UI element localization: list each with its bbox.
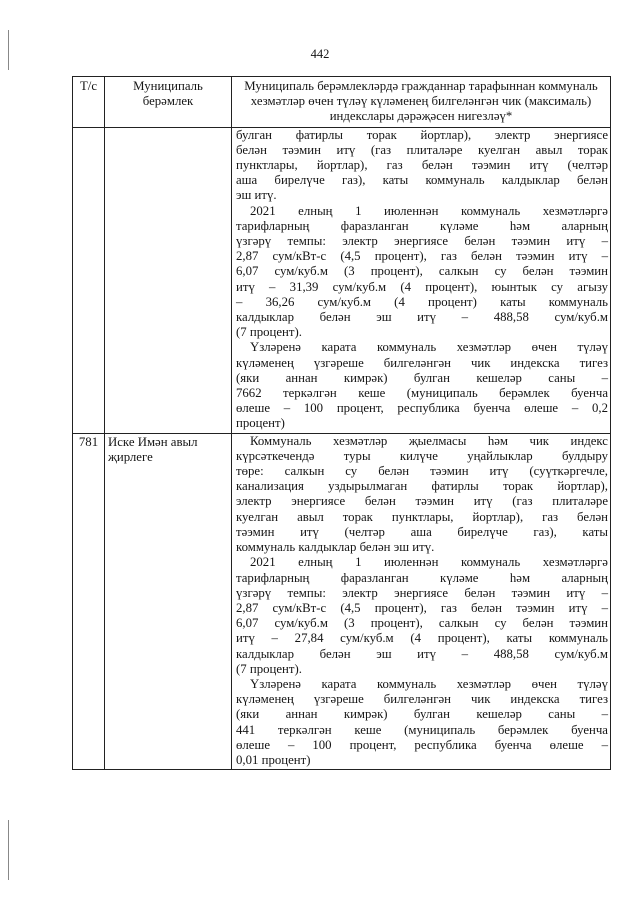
table-row <box>73 433 611 769</box>
description-line: Үзләренә карата коммуналь хезмәтләр өчен түләү <box>250 676 608 691</box>
scan-mark <box>8 30 9 70</box>
description-line: 2,87 сум/кВт-с (4,5 процент), газ белән тәэмин итү – <box>236 249 608 264</box>
description-line: процент) <box>236 416 285 431</box>
description-line: пунктлары, йортлар), газ белән тәэмин итү (челтәр <box>236 158 608 173</box>
description-line: тарифларның фаразланган күләме һәм аларның <box>236 570 608 585</box>
scan-mark <box>8 820 9 880</box>
description-line: 441 теркәлгән кеше (муниципаль берәмлек буенча <box>236 722 608 737</box>
description-line: (яки аннан кимрәк) булган кешеләр саны – <box>236 370 608 385</box>
description-line: (7 процент). <box>236 325 302 340</box>
description-line: күләменең үзгәреше билгеләнгән чик индекска тигез <box>236 355 608 370</box>
row-number: 781 <box>73 433 105 769</box>
description-line: өлеше – 100 процент, республика буенча өлеше – <box>236 737 608 752</box>
description-line: калдыклар белән эш итү – 488,58 сум/куб.м <box>236 310 608 325</box>
description-line: (яки аннан кимрәк) булган кешеләр саны – <box>236 707 608 722</box>
table-header-row <box>73 77 611 128</box>
description-line: Үзләренә карата коммуналь хезмәтләр өчен түләү <box>250 340 608 355</box>
header-municipality: Муниципаль берәмлек <box>105 77 232 128</box>
description-line: күрсәткечендә туры килүче уңайлыклар булдыру <box>236 448 608 463</box>
description-line: үзгәрү темпы: электр энергиясе белән тәэмин итү – <box>236 585 608 600</box>
description-line: үзгәрү темпы: электр энергиясе белән тәэмин итү – <box>236 234 608 249</box>
description-line: 6,07 сум/куб.м (3 процент), салкын су белән тәэмин <box>236 616 608 631</box>
description-line: белән тәэмин итү (газ плиталәре куелган авыл торак <box>236 142 608 157</box>
description-line: 2,87 сум/кВт-с (4,5 процент), газ белән тәэмин итү – <box>236 600 608 615</box>
description-line: төре: салкын су белән тәэмин итү (суүткәргечле, <box>236 464 608 479</box>
description-line: электр энергиясе белән тәэмин итү (газ плиталәре <box>236 494 608 509</box>
description-line: өлеше – 100 процент, республика буенча өлеше – 0,2 <box>236 401 608 416</box>
description-line: куелган авыл торак пунктлары, йортлар), газ белән <box>236 509 608 524</box>
header-num: Т/с <box>73 77 105 128</box>
tariff-table <box>72 76 611 770</box>
description-line: итү – 31,39 сум/куб.м (4 процент), юынтык су агызу <box>236 279 608 294</box>
row-description <box>232 433 611 769</box>
description-line: күләменең үзгәреше билгеләнгән чик индекска тигез <box>236 692 608 707</box>
description-line: канализация уздырылмаган фатирлы торак йортлар), <box>236 479 608 494</box>
row-description <box>232 127 611 433</box>
description-line: коммуналь калдыклар белән эш итү. <box>236 540 435 555</box>
row-number <box>73 127 105 433</box>
header-description: Муниципаль берәмлекләрдә гражданнар тарафыннан коммуналь хезмәтләр өчен түләү күләменең билгеләнгән чик (максималь) индекслары дәрәҗәсен нигезләү* <box>232 77 611 128</box>
description-line: калдыклар белән эш итү – 488,58 сум/куб.м <box>236 646 608 661</box>
row-municipality: Иске Имән авыл җирлеге <box>105 433 232 769</box>
description-line: (7 процент). <box>236 661 302 676</box>
description-line: – 36,26 сум/куб.м (4 процент) каты коммуналь <box>236 294 608 309</box>
description-line: 2021 елның 1 июленнән коммуналь хезмәтләргә <box>250 203 608 218</box>
row-municipality <box>105 127 232 433</box>
description-line: 2021 елның 1 июленнән коммуналь хезмәтләргә <box>250 555 608 570</box>
description-line: аша бирелүче газ), каты коммуналь калдыклар белән <box>236 173 608 188</box>
description-line: итү – 27,84 сум/куб.м (4 процент), каты коммуналь <box>236 631 608 646</box>
description-line: тарифларның фаразланган күләме һәм аларның <box>236 218 608 233</box>
page-number: 442 <box>310 47 330 61</box>
table-row <box>73 127 611 433</box>
description-line: тәэмин итү (челтәр аша бирелүче газ), каты <box>236 524 608 539</box>
description-line: 0,01 процент) <box>236 752 311 767</box>
description-line: булган фатирлы торак йортлар), электр энергиясе <box>236 127 608 142</box>
description-line: 6,07 сум/куб.м (3 процент), салкын су белән тәэмин <box>236 264 608 279</box>
description-line: эш итү. <box>236 188 277 203</box>
description-line: Коммуналь хезмәтләр җыелмасы һәм чик индекс <box>250 433 608 448</box>
description-line: 7662 теркәлгән кеше (муниципаль берәмлек буенча <box>236 386 608 401</box>
